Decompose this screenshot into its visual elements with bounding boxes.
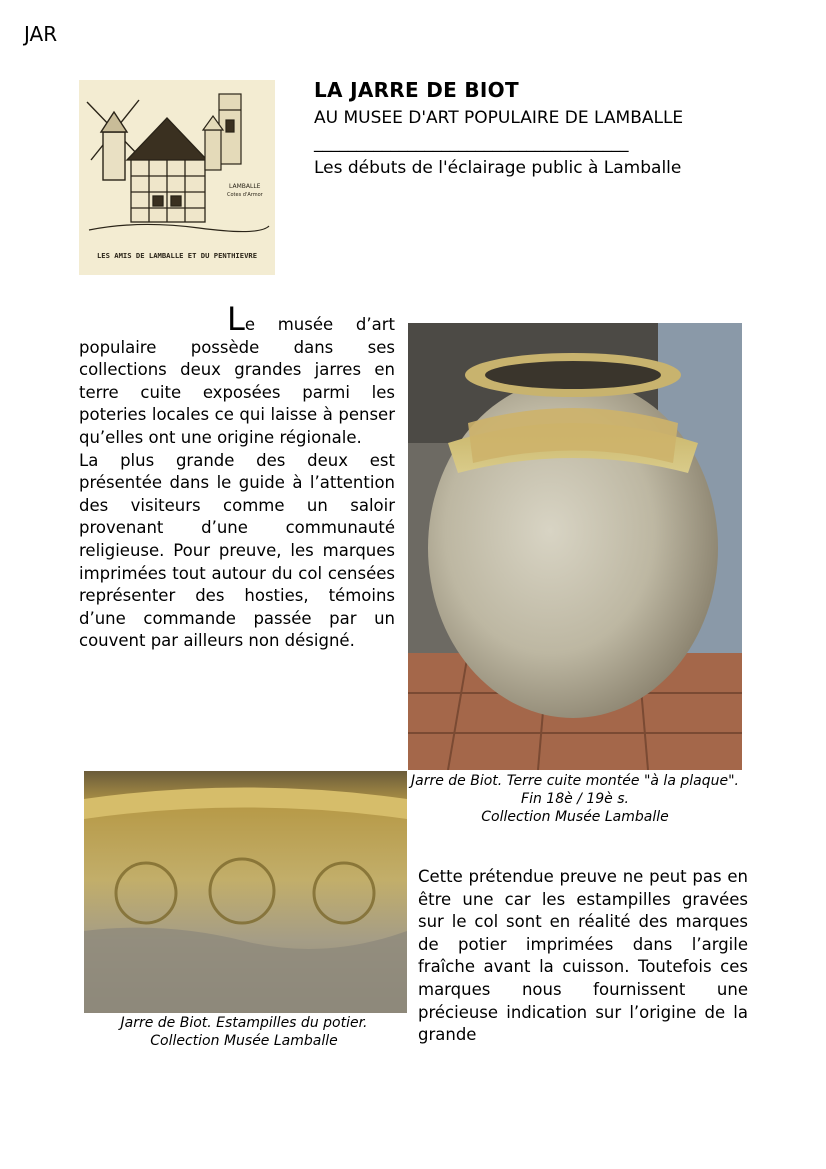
drop-cap: L xyxy=(227,300,245,338)
society-logo xyxy=(79,80,275,275)
logo-drawing xyxy=(79,80,275,275)
logo-caption: LES AMIS DE LAMBALLE ET DU PENTHIEVRE xyxy=(96,251,258,260)
paragraph-1-text: e musée d’art populaire possède dans ses collections deux grandes jarres en terre cuite exposées parmi les poteries locales ce qui laisse à penser qu’elles ont une origine régionale. xyxy=(79,315,395,447)
article-column-2 xyxy=(418,866,748,1047)
jar-caption-line-1: Jarre de Biot. Terre cuite montée "à la plaque". Fin 18è / 19è s. xyxy=(411,773,739,807)
page-subtitle: AU MUSEE D'ART POPULAIRE DE LAMBALLE xyxy=(314,108,684,128)
stamp-caption-line-1: Jarre de Biot. Estampilles du potier. xyxy=(120,1015,368,1031)
page-title: LA JARRE DE BIOT xyxy=(314,78,519,102)
paragraph-1 xyxy=(79,300,395,450)
stamp-detail-photo xyxy=(84,771,407,1013)
stamp-photo-caption xyxy=(86,1014,402,1050)
logo-region: Cotes d'Armor xyxy=(227,192,263,198)
article-column-1 xyxy=(79,300,395,653)
paragraph-2: La plus grande des deux est présentée dans le guide à l’attention des visiteurs comme un saloir provenant d’une communauté religieuse. Pour preuve, les marques imprimées tout autour du col censées représenter des hosties, témoins d’une commande passée par un couvent par ailleurs non désigné. xyxy=(79,450,395,651)
page-corner-label: JAR xyxy=(24,22,58,46)
stamp-caption-line-2: Collection Musée Lamballe xyxy=(150,1033,338,1049)
jar-photo xyxy=(408,323,742,770)
jar-caption-line-2: Collection Musée Lamballe xyxy=(481,809,669,825)
logo-place: LAMBALLE xyxy=(229,183,261,190)
jar-photo-caption xyxy=(410,772,740,826)
series-title: Les débuts de l'éclairage public à Lamballe xyxy=(314,158,682,178)
paragraph-3: Cette prétendue preuve ne peut pas en être une car les estampilles gravées sur le col sont en réalité des marques de potier imprimées dans l’argile fraîche avant la cuisson. Toutefois ces marques nous fournissent une précieuse indication sur l’origine de la grande xyxy=(418,867,748,1045)
title-rule: _____________________________________ xyxy=(314,133,629,153)
